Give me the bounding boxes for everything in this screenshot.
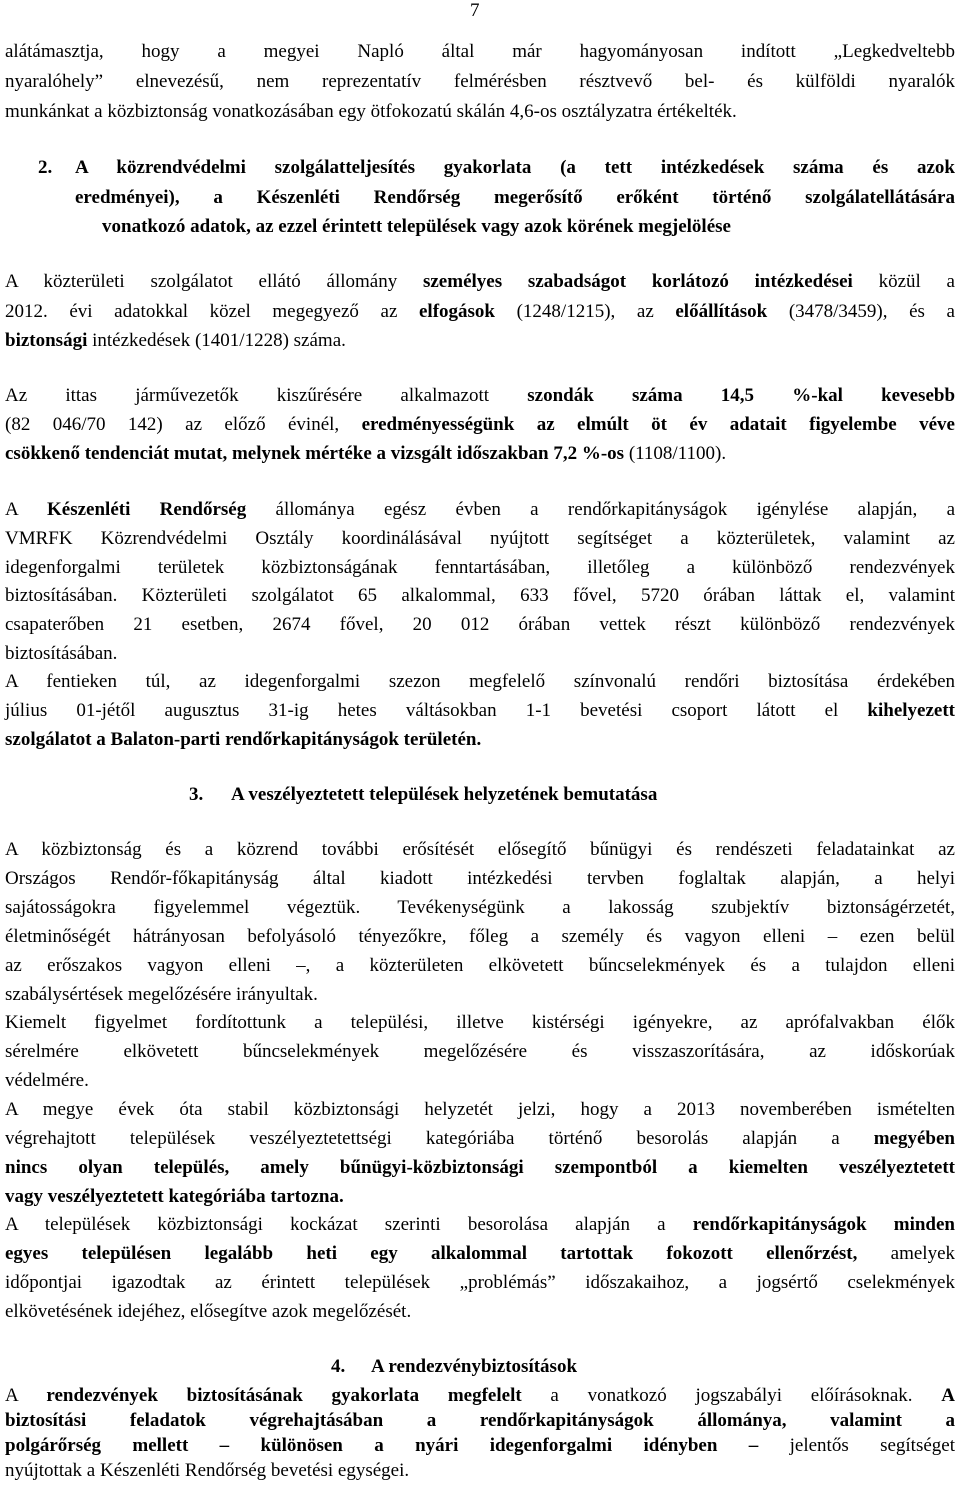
text-line: életminőségét hátrányosan befolyásoló tényezőkre, főleg a személy és vagyon elleni – ezen belül xyxy=(5,926,955,947)
text-line: A közterületi szolgálatot ellátó állomány személyes szabadságot korlátozó intézkedései közül a xyxy=(5,271,955,292)
text-line: VMRFK Közrendvédelmi Osztály koordinálásával nyújtott segítséget a közterületek, valamint az xyxy=(5,528,955,549)
text-line: A közbiztonság és a közrend további erősítését elősegítő bűnügyi és rendészeti feladatainkat az xyxy=(5,839,955,860)
section-3-number: 3. xyxy=(189,784,204,805)
text-line: alátámasztja, hogy a megyei Napló által már hagyományosan indított „Legkedveltebb xyxy=(5,41,955,62)
text-line: 2012. évi adatokkal közel megegyező az elfogások (1248/1215), az előállítások (3478/3459), és a xyxy=(5,301,955,322)
section-2-title-line: eredményei), a Készenléti Rendőrség megerősítő erőként történő szolgálatellátására xyxy=(75,187,955,208)
text-line: nyújtottak a Készenléti Rendőrség bevetési egységei. xyxy=(5,1460,410,1481)
text-line: Az ittas járművezetők kiszűrésére alkalmazott szondák száma 14,5 %-kal kevesebb xyxy=(5,385,956,406)
text-line: csökkenő tendenciát mutat, melynek mértéke a vizsgált időszakban 7,2 %-os (1108/1100). xyxy=(5,443,727,464)
text-line: Kiemelt figyelmet fordítottunk a települési, illetve kistérségi igényekre, az aprófalvakban élők xyxy=(5,1012,955,1033)
text-line: egyes településen legalább heti egy alkalommal tartottak fokozott ellenőrzést, amelyek xyxy=(5,1243,955,1264)
text-line: (82 046/70 142) az előző évinél, eredményességünk az elmúlt öt év adatait figyelembe véve xyxy=(5,414,955,435)
text-line: nincs olyan település, amely bűnügyi-közbiztonsági szempontból a kiemelten veszélyeztetett xyxy=(5,1157,955,1178)
text-line: az erőszakos vagyon elleni –, a közterületen elkövetett bűncselekmények és a tulajdon elleni xyxy=(5,955,955,976)
text-line: védelmére. xyxy=(5,1070,89,1091)
text-line: biztonsági intézkedések (1401/1228) száma. xyxy=(5,330,346,351)
text-line: polgárőrség mellett – különösen a nyári idegenforgalmi idényben – jelentős segítséget xyxy=(5,1435,955,1456)
text-line: Országos Rendőr-főkapitányság által kiadott intézkedési tervben foglaltak alapján, a helyi xyxy=(5,868,955,889)
section-4-number: 4. xyxy=(331,1356,346,1377)
text-line: A Készenléti Rendőrség állománya egész évben a rendőrkapitányságok igénylése alapján, a xyxy=(5,499,956,520)
section-4-title: A rendezvénybiztosítások xyxy=(371,1356,578,1377)
text-line: munkánkat a közbiztonság vonatkozásában egy ötfokozatú skálán 4,6-os osztályzatra értékelték. xyxy=(5,101,737,122)
text-line: A települések közbiztonsági kockázat szerinti besorolása alapján a rendőrkapitányságok minden xyxy=(5,1214,955,1235)
text-line: biztosításában. Közterületi szolgálatot 65 alkalommal, 633 fővel, 5720 órában láttak el, valamint xyxy=(5,585,955,606)
text-line: végrehajtott települések veszélyeztetettségi kategóriába történő besorolás alapján a megyében xyxy=(5,1128,955,1149)
text-line: vagy veszélyeztetett kategóriába tartozna. xyxy=(5,1186,344,1207)
text-line: A fentieken túl, az idegenforgalmi szezon megfelelő színvonalú rendőri biztosítása érdekében xyxy=(5,671,955,692)
section-2-title-line: A közrendvédelmi szolgálatteljesítés gyakorlata (a tett intézkedések száma és azok xyxy=(75,157,955,178)
text-line: nyaralóhely” elnevezésű, nem reprezentatív felmérésben résztvevő bel- és külföldi nyaralók xyxy=(5,71,955,92)
text-line: A megye évek óta stabil közbiztonsági helyzetét jelzi, hogy a 2013 novemberében ismételten xyxy=(5,1099,955,1120)
text-line: időpontjai igazodtak az érintett települések „problémás” időszakaihoz, a jogsértő cselekmények xyxy=(5,1272,955,1293)
text-line: sajátosságokra figyelemmel végeztük. Tevékenységünk a lakosság szubjektív biztonságérzetét, xyxy=(5,897,955,918)
text-line: sérelmére elkövetett bűncselekmények megelőzésére és visszaszorítására, az időskorúak xyxy=(5,1041,955,1062)
text-line: elkövetésének idejéhez, elősegítve azok megelőzését. xyxy=(5,1301,412,1322)
text-line: szolgálatot a Balaton-parti rendőrkapitányságok területén. xyxy=(5,729,482,750)
text-line: A rendezvények biztosításának gyakorlata megfelelt a vonatkozó jogszabályi előírásoknak. A xyxy=(5,1385,955,1406)
text-line: biztosításában. xyxy=(5,643,118,664)
text-line: július 01-jétől augusztus 31-ig hetes váltásokban 1-1 bevetési csoport látott el kihelyezett xyxy=(5,700,955,721)
section-3-title: A veszélyeztetett települések helyzetének bemutatása xyxy=(231,784,658,805)
text-line: szabálysértések megelőzésére irányultak. xyxy=(5,984,318,1005)
text-line: idegenforgalmi területek közbiztonságának fenntartásában, illetőleg a különböző rendezvények xyxy=(5,557,955,578)
page-number: 7 xyxy=(470,0,480,21)
text-line: biztosítási feladatok végrehajtásában a rendőrkapitányságok állománya, valamint a xyxy=(5,1410,955,1431)
text-line: csapaterőben 21 esetben, 2674 fővel, 20 012 órában vettek részt különböző rendezvények xyxy=(5,614,955,635)
section-2-title-line: vonatkozó adatok, az ezzel érintett települések vagy azok körének megjelölése xyxy=(102,216,731,237)
section-2-number: 2. xyxy=(38,157,53,178)
